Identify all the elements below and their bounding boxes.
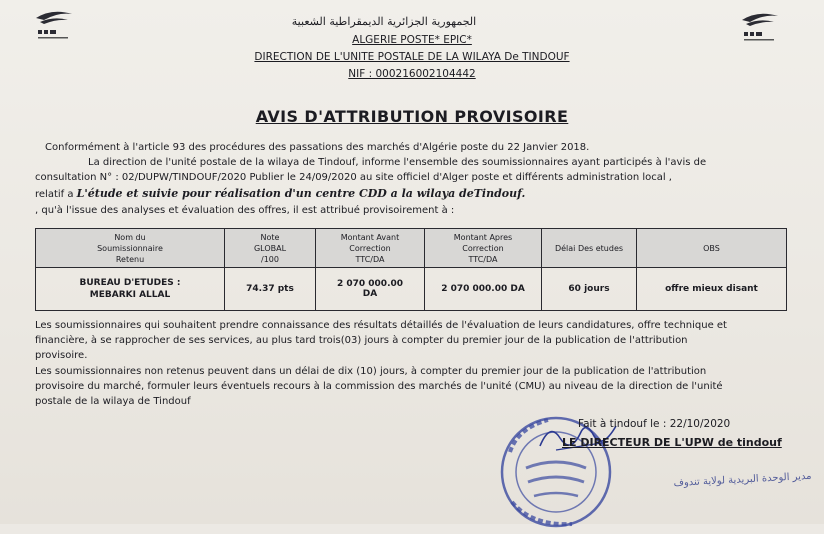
header-nif: NIF : 000216002104442 <box>348 68 476 80</box>
intro-line-1: Conformément à l'article 93 des procédures des passations des marchés d'Algérie poste du 22 Janvier 2018. <box>45 142 590 153</box>
attribution-table <box>35 228 787 311</box>
project-object: L'étude et suivie pour réalisation d'un centre CDD a la wilaya deTindouf. <box>76 187 526 200</box>
header-line-2: DIRECTION DE L'UNITE POSTALE DE LA WILAYA De TINDOUF <box>254 51 570 63</box>
col-header-obs: OBS <box>637 229 787 268</box>
body-line-4: Les soumissionnaires non retenus peuvent dans un délai de dix (10) jours, à compter du premier jour de la publication de l'attribution <box>35 366 707 377</box>
cell-amount-after: 2 070 000.00 DA <box>425 268 542 311</box>
intro-line-2: La direction de l'unité postale de la wilaya de Tindouf, informe l'ensemble des soumissionnaires ayant participés à l'avis de <box>88 157 707 168</box>
body-line-2: financière, à se rapprocher de ses services, au plus tard trois(03) jours à compter du premier jour de la publication de l'attribution <box>35 335 688 346</box>
cell-note: 74.37 pts <box>225 268 316 311</box>
intro-line-5: , qu'à l'issue des analyses et évaluation des offres, il est attribué provisoirement à : <box>35 205 455 216</box>
col-header-soumissionnaire: Nom du Soumissionnaire Retenu <box>36 229 225 268</box>
col-header-montant-apres: Montant Apres Correction TTC/DA <box>425 229 542 268</box>
body-line-6: postale de la wilaya de Tindouf <box>35 396 191 407</box>
signer-title: LE DIRECTEUR DE L'UPW de tindouf <box>562 436 782 449</box>
intro-line-4 <box>35 187 525 200</box>
col-header-delai: Délai Des etudes <box>542 229 637 268</box>
place-and-date: Fait à tindouf le : 22/10/2020 <box>578 418 731 430</box>
body-line-5: provisoire du marché, formuler leurs éventuels recours à la commission des marchés de l'unité (CMU) au niveau de la direction de l'unité <box>35 381 723 392</box>
table-row <box>36 268 787 311</box>
cell-delay: 60 jours <box>542 268 637 311</box>
body-line-1: Les soumissionnaires qui souhaitent prendre connaissance des résultats détaillés de l'évaluation de leurs candidatures, offre technique et <box>35 320 727 331</box>
arabic-republic-line: الجمهورية الجزائرية الديمقراطية الشعبية <box>291 15 477 28</box>
header-line-1: ALGERIE POSTE* EPIC* <box>352 34 472 46</box>
page-title: AVIS D'ATTRIBUTION PROVISOIRE <box>255 107 569 126</box>
table-header-row <box>36 229 787 268</box>
cell-amount-before: 2 070 000.00 DA <box>316 268 425 311</box>
cell-obs: offre mieux disant <box>637 268 787 311</box>
director-stamp-text: مدير الوحدة البريدية لولاية تندوف <box>673 470 812 489</box>
intro-prefix: relatif a <box>35 189 77 200</box>
col-header-note: Note GLOBAL /100 <box>225 229 316 268</box>
body-line-3: provisoire. <box>35 350 88 361</box>
col-header-montant-avant: Montant Avant Correction TTC/DA <box>316 229 425 268</box>
intro-line-3: consultation N° : 02/DUPW/TINDOUF/2020 Publier le 24/09/2020 au site officiel d'Alger poste et différents administration local , <box>35 172 672 183</box>
cell-firm: BUREAU D'ETUDES : MEBARKI ALLAL <box>36 268 225 311</box>
